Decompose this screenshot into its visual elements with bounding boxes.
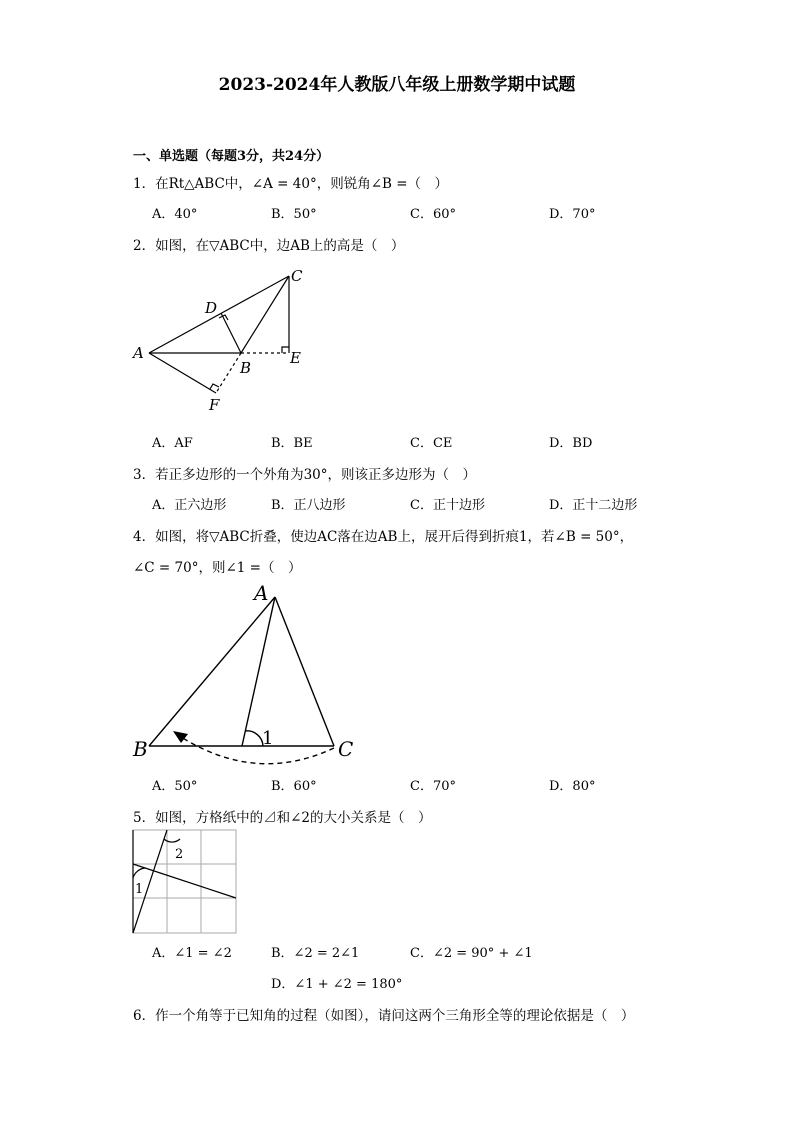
q5-option-c: C．∠2 = 90° + ∠1	[410, 946, 533, 961]
question-4-stem-line1: 4．如图，将▽ABC折叠，使边AC落在边AB上，展开后得到折痕1，若∠B = 50°，	[133, 529, 634, 545]
q1-option-b: B．50°	[271, 207, 317, 222]
q2-label-a: A	[133, 344, 144, 362]
q2-label-f: F	[209, 396, 220, 414]
q3-option-b: B．正八边形	[271, 498, 346, 513]
question-6-stem: 6．作一个角等于已知角的过程（如图），请问这两个三角形全等的理论依据是（ ）	[133, 1008, 635, 1024]
page-title: 2023-2024年人教版八年级上册数学期中试题	[218, 75, 576, 95]
q5-option-d: D．∠1 + ∠2 = 180°	[271, 977, 403, 992]
q4-option-c: C．70°	[410, 779, 456, 794]
section-heading: 一、单选题（每题3分，共24分）	[133, 149, 330, 164]
q1-option-a: A．40°	[152, 207, 198, 222]
q4-label-b: B	[133, 737, 148, 761]
q4-option-b: B．60°	[271, 779, 317, 794]
q4-label-c: C	[338, 737, 354, 761]
q3-option-d: D．正十二边形	[549, 498, 638, 513]
question-1-stem: 1．在Rt△ABC中，∠A = 40°，则锐角∠B =（ ）	[133, 176, 449, 192]
q4-label-angle1: 1	[262, 728, 274, 749]
q4-label-a: A	[254, 581, 269, 605]
q2-label-c: C	[291, 267, 303, 285]
q2-label-b: B	[240, 359, 252, 377]
question-5-stem: 5．如图，方格纸中的⊿和∠2的大小关系是（ ）	[133, 810, 432, 826]
q1-option-d: D．70°	[549, 207, 596, 222]
q3-option-c: C．正十边形	[410, 498, 485, 513]
q5-label-angle1: 1	[135, 882, 144, 897]
q2-label-d: D	[205, 299, 218, 317]
q2-option-b: B．BE	[271, 436, 313, 451]
q5-label-angle2: 2	[175, 847, 184, 862]
q3-option-a: A．正六边形	[152, 498, 227, 513]
q2-option-a: A．AF	[152, 436, 193, 451]
question-4-stem-line2: ∠C = 70°，则∠1 =（ ）	[133, 560, 302, 576]
question-2-stem: 2．如图，在▽ABC中，边AB上的高是（ ）	[133, 238, 405, 254]
q4-option-d: D．80°	[549, 779, 596, 794]
q2-option-c: C．CE	[410, 436, 453, 451]
q2-option-d: D．BD	[549, 436, 593, 451]
q5-option-a: A．∠1 = ∠2	[152, 946, 232, 961]
q1-option-c: C．60°	[410, 207, 456, 222]
q5-option-b: B．∠2 = 2∠1	[271, 946, 360, 961]
q4-option-a: A．50°	[152, 779, 198, 794]
question-3-stem: 3．若正多边形的一个外角为30°，则该正多边形为（ ）	[133, 467, 477, 483]
q2-label-e: E	[290, 349, 301, 367]
